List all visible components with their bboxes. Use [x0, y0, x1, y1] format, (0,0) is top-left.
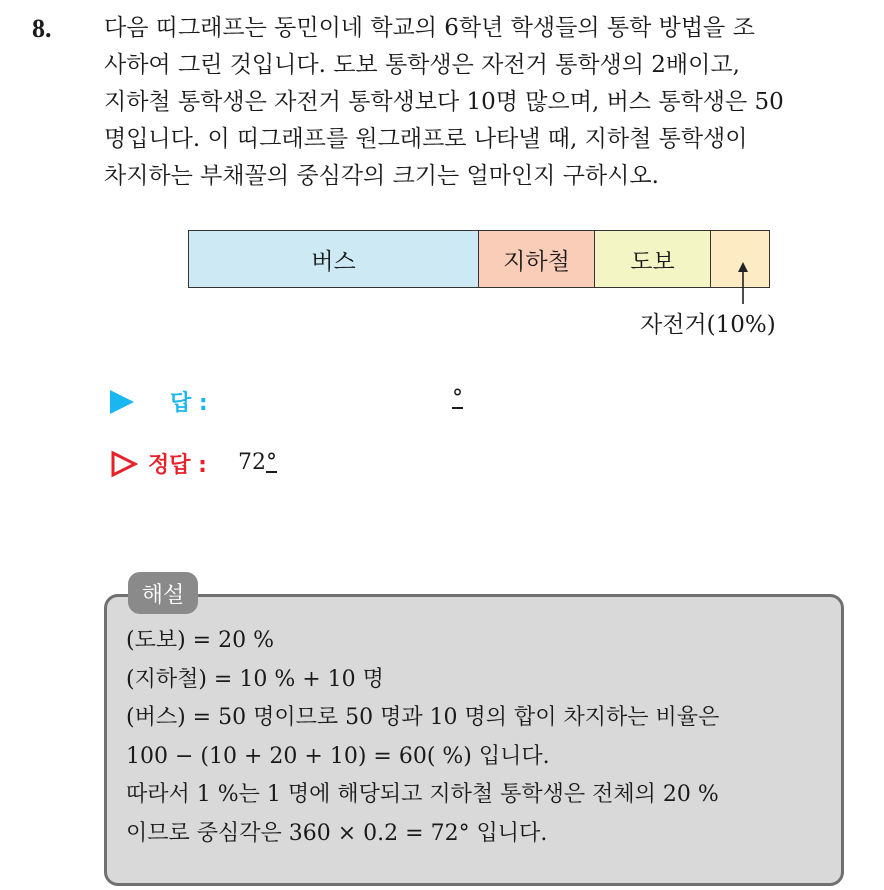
correct-answer-value [238, 450, 277, 475]
explanation-line: 이므로 중심각은 360 × 0.2 = 72° 입니다. [126, 820, 548, 846]
band-graph [188, 230, 770, 288]
bike-label: 자전거(10%) [640, 312, 776, 338]
answer-row [110, 386, 610, 418]
explanation-text [126, 622, 826, 853]
band-segment-subway [479, 231, 595, 287]
outline-triangle-icon [110, 450, 138, 478]
question-number: 8. [32, 14, 52, 43]
answer-label: 답 : [170, 391, 208, 416]
question-line: 다음 띠그래프는 동민이네 학교의 6학년 학생들의 통학 방법을 조 [104, 15, 755, 41]
explanation-line: 따라서 1 %는 1 명에 해당되고 지하철 통학생은 전체의 20 % [126, 782, 719, 807]
band-segment-label: 버스 [311, 248, 356, 275]
correct-answer-number: 72 [238, 450, 266, 475]
explanation-line: (버스) = 50 명이므로 50 명과 10 명의 합이 차지하는 비율은 [126, 705, 720, 730]
band-segment-walk [595, 231, 711, 287]
correct-answer-label: 정답 : [148, 453, 207, 478]
play-triangle-icon [110, 390, 134, 414]
band-segment-label: 도보 [630, 248, 675, 275]
question-line: 차지하는 부채꼴의 중심각의 크기는 얼마인지 구하시오. [104, 163, 659, 189]
question-line: 명입니다. 이 띠그래프를 원그래프로 나타낼 때, 지하철 통학생이 [104, 126, 748, 152]
band-segment-label: 지하철 [503, 248, 570, 275]
explanation-line: (도보) = 20 % [126, 628, 274, 653]
correct-answer-unit: ° [266, 450, 277, 475]
explanation-line: 100 − (10 + 20 + 10) = 60( %) 입니다. [126, 743, 550, 769]
question-text [104, 10, 864, 195]
question-line: 지하철 통학생은 자전거 통학생보다 10명 많으며, 버스 통학생은 50 [104, 89, 784, 115]
explanation-line: (지하철) = 10 % + 10 명 [126, 666, 384, 692]
band-segment-bus [189, 231, 479, 287]
answer-blank[interactable]: ° [452, 386, 463, 411]
arrow-up-icon [736, 262, 750, 304]
explanation-tab: 해설 [128, 572, 198, 614]
correct-answer-row [110, 448, 610, 480]
question-line: 사하여 그린 것입니다. 도보 통학생은 자전거 통학생의 2배이고, [104, 52, 740, 78]
